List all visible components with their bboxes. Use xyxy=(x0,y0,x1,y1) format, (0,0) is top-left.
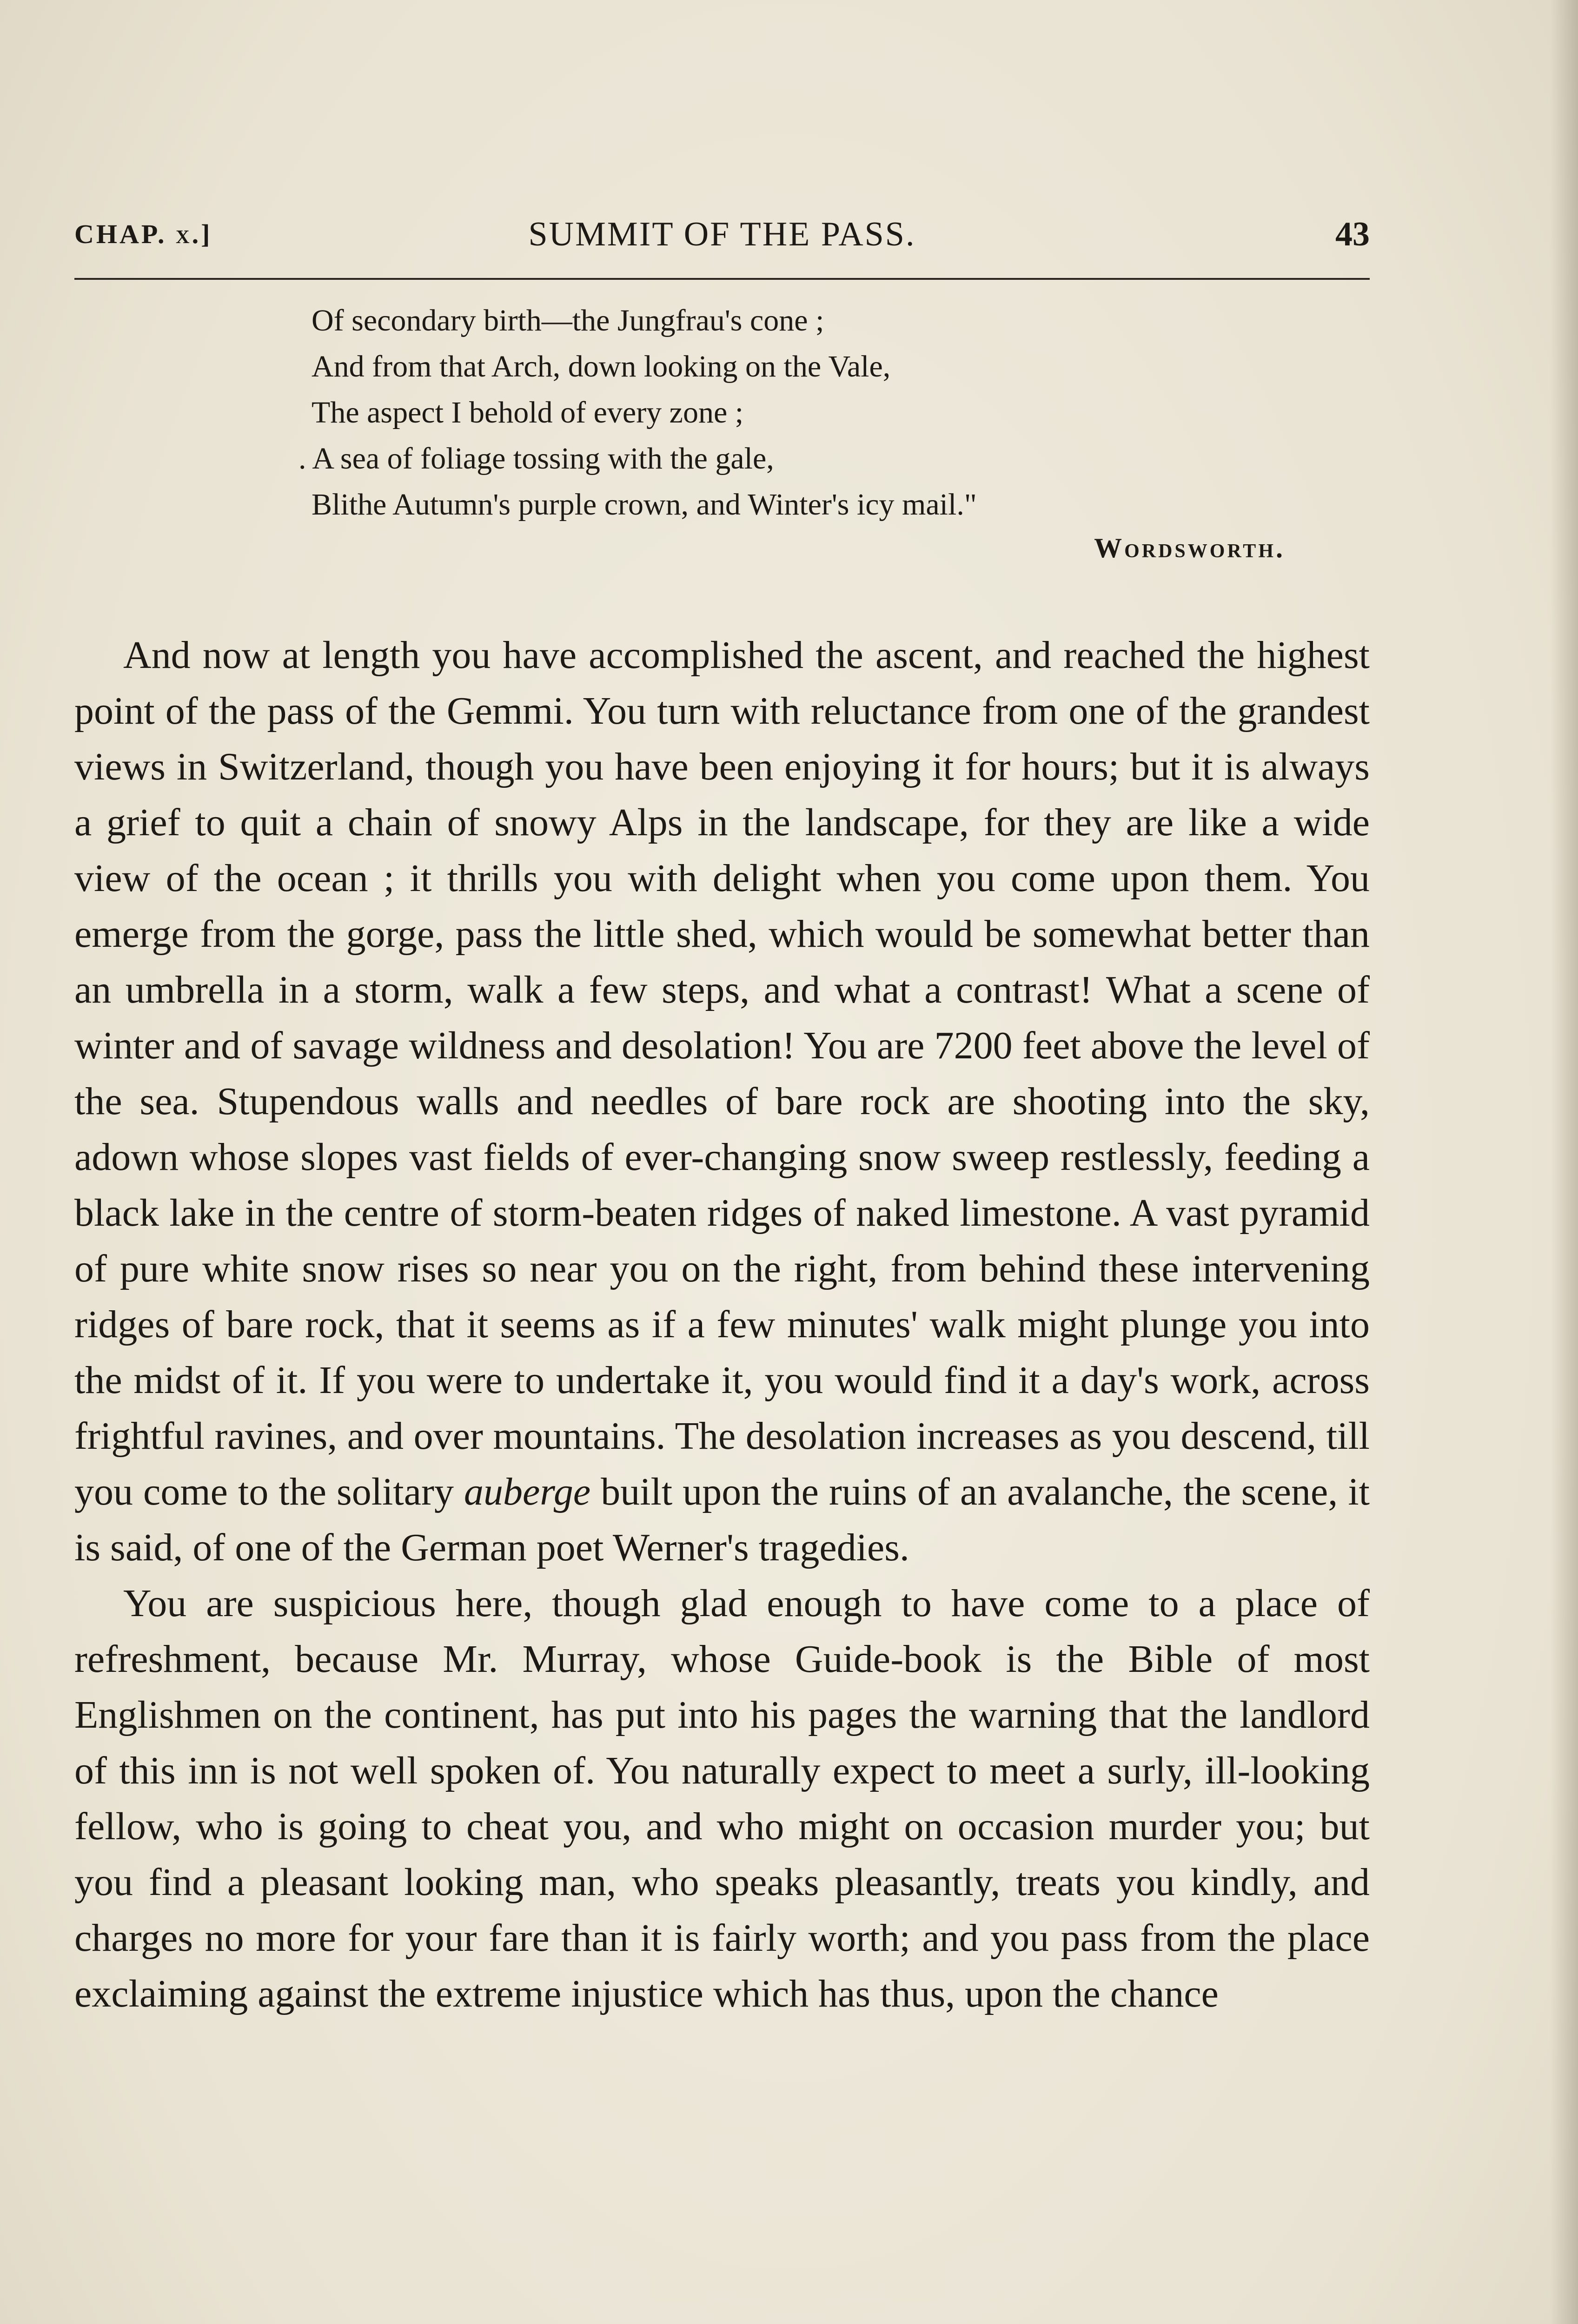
poem-attribution: Wordsworth. xyxy=(1094,533,1285,563)
poem-line: Of secondary birth—the Jungfrau's cone ; xyxy=(312,304,824,337)
header-rule xyxy=(74,278,1370,280)
running-title: SUMMIT OF THE PASS. xyxy=(528,215,916,253)
paragraph-text: You are suspicious here, though glad enough to have come to a place of refreshment, because Mr. Murray, whose Guide-book is the Bible of most Englishmen on the continent, has put into his pages the warning that the landlord of this inn is not well spoken of. You naturally expect to meet a surly, ill-looking fellow, who is going to cheat you, and who might on occasion murder you; but you find a pleasant looking man, who speaks pleasantly, treats you kindly, and charges no more for your fare than it is fairly worth; and you pass from the place exclaiming against the extreme injustice which has thus, upon the chance xyxy=(74,1582,1370,2015)
running-header xyxy=(74,205,1370,260)
page-number: 43 xyxy=(1335,215,1370,253)
italic-word: auberge xyxy=(464,1470,591,1513)
paragraph xyxy=(74,627,1370,1576)
paragraph-text: built upon the ruins of an avalanche, the scene, it is said, of one of the German poet Werner's tragedies. xyxy=(74,1470,1370,1569)
poem-line: The aspect I behold of every zone ; xyxy=(312,396,744,429)
paragraph-text: And now at length you have accomplished the ascent, and reached the highest point of the pass of the Gemmi. You turn with reluctance from one of the grandest views in Switzerland, though you have been enjoying it for hours; but it is always a grief to quit a chain of snowy Alps in the landscape, for they are like a wide view of the ocean ; it thrills you with delight when you come upon them. You emerge from the gorge, pass the little shed, which would be somewhat better than an umbrella in a storm, walk a few steps, and what a contrast! What a scene of winter and of savage wildness and desolation! You are 7200 feet above the level of the sea. Stupendous walls and needles of bare rock are shooting into the sky, adown whose slopes vast fields of ever-changing snow sweep restlessly, feeding a black lake in the centre of storm-beaten ridges of naked limestone. A vast pyramid of pure white snow rises so near you on the right, from behind these intervening ridges of bare rock, that it seems as if a few minutes' walk might plunge you into the midst of it. If you were to undertake it, you would find it a day's work, across frightful ravines, and over mountains. The desolation increases as you descend, till you come to the solitary xyxy=(74,634,1370,1513)
page-edge-shadow xyxy=(1550,0,1578,2324)
body-text xyxy=(74,627,1370,2022)
poem-line: And from that Arch, down looking on the Vale, xyxy=(312,350,891,383)
chapter-label: CHAP. x.] xyxy=(74,219,212,249)
poem-line: Blithe Autumn's purple crown, and Winter's icy mail." xyxy=(312,488,977,522)
poem-excerpt xyxy=(298,297,1302,528)
paragraph xyxy=(74,1576,1370,2022)
poem-line: . A sea of foliage tossing with the gale, xyxy=(298,442,774,475)
